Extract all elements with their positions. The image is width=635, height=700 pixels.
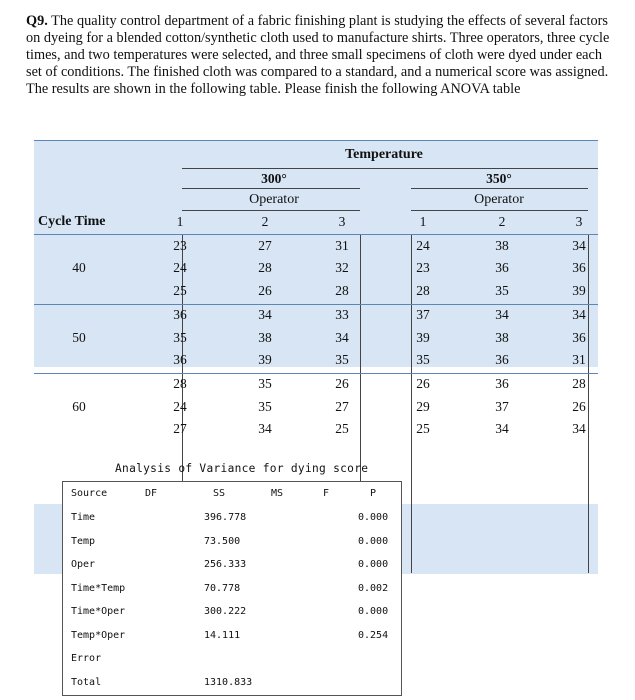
score-cell: 24 — [173, 260, 187, 276]
temp-350-rule — [411, 188, 588, 189]
score-cell: 27 — [335, 398, 349, 414]
score-cell: 33 — [335, 307, 349, 323]
score-cell: 29 — [416, 398, 430, 414]
operator-300-rule — [182, 210, 360, 211]
anova-source: Error — [71, 653, 102, 664]
score-cell: 36 — [495, 352, 509, 367]
score-cell: 36 — [173, 307, 187, 323]
anova-ss: 256.333 — [204, 559, 247, 570]
score-cell: 24 — [173, 398, 187, 414]
score-cell: 35 — [258, 398, 272, 414]
temperature-label: Temperature — [345, 147, 423, 162]
score-cell: 35 — [495, 282, 509, 298]
operator-number: 3 — [338, 214, 346, 229]
score-cell: 34 — [335, 329, 349, 345]
anova-title: Analysis of Variance for dying score — [115, 462, 369, 475]
score-cell: 28 — [416, 282, 430, 298]
score-cell: 27 — [173, 421, 187, 437]
anova-ss: 300.222 — [204, 606, 247, 617]
operator-number: 1 — [419, 214, 427, 229]
score-cell: 34 — [495, 307, 509, 323]
anova-ss: 70.778 — [204, 582, 241, 594]
table-top-rule — [34, 140, 598, 141]
score-cell: 37 — [495, 398, 509, 414]
cycle-time-value: 60 — [72, 398, 86, 414]
score-cell: 38 — [495, 329, 509, 345]
score-cell: 36 — [572, 260, 586, 276]
anova-p: 0.000 — [358, 512, 389, 523]
score-cell: 26 — [572, 398, 586, 414]
score-cell: 25 — [173, 282, 187, 298]
anova-header-p: P — [370, 488, 377, 499]
score-cell: 23 — [173, 238, 187, 253]
anova-header-source: Source — [71, 488, 108, 499]
score-cell: 31 — [572, 352, 586, 367]
anova-ss: 396.778 — [204, 512, 247, 523]
temperature-rule — [182, 168, 598, 169]
anova-table — [62, 481, 402, 696]
anova-ss: 1310.833 — [204, 676, 253, 688]
anova-source: Time — [71, 512, 96, 523]
score-cell: 25 — [416, 421, 430, 437]
score-cell: 25 — [335, 421, 349, 437]
operator-number: 3 — [575, 214, 583, 229]
score-cell: 32 — [335, 260, 349, 276]
anova-p: 0.254 — [358, 629, 389, 641]
anova-source: Oper — [71, 559, 96, 570]
score-cell: 34 — [572, 307, 586, 323]
anova-source: Temp*Oper — [71, 629, 126, 641]
score-cell: 34 — [258, 421, 272, 437]
temp-300-label: 300° — [261, 171, 287, 186]
score-cell: 34 — [495, 421, 509, 437]
anova-p: 0.000 — [358, 559, 389, 570]
question-number: Q9. — [26, 13, 48, 29]
anova-header-ms: MS — [271, 488, 284, 499]
score-cell: 37 — [416, 307, 430, 323]
header-bottom-rule — [34, 234, 598, 235]
operator-number: 2 — [261, 214, 269, 229]
anova-source: Total — [71, 676, 102, 688]
score-cell: 39 — [572, 282, 586, 298]
anova-p: 0.000 — [358, 535, 389, 547]
anova-source: Temp — [71, 535, 96, 547]
score-cell: 35 — [335, 352, 349, 367]
score-cell: 38 — [258, 329, 272, 345]
cycle-time-value: 50 — [72, 329, 86, 345]
score-cell: 34 — [572, 238, 586, 253]
temp-350-label: 350° — [486, 171, 512, 186]
score-cell: 36 — [572, 329, 586, 345]
anova-ss: 73.500 — [204, 535, 241, 547]
score-cell: 39 — [416, 329, 430, 345]
cycle-time-value: 40 — [72, 260, 86, 276]
score-cell: 28 — [173, 376, 187, 392]
score-cell: 28 — [335, 282, 349, 298]
score-cell: 36 — [495, 260, 509, 276]
score-cell: 38 — [495, 238, 509, 253]
score-cell: 35 — [173, 329, 187, 345]
operator-label-300: Operator — [249, 192, 299, 207]
temp-300-rule — [182, 188, 360, 189]
score-cell: 34 — [572, 421, 586, 437]
anova-ss: 14.111 — [204, 629, 241, 641]
operator-number: 1 — [176, 214, 184, 229]
score-cell: 26 — [416, 376, 430, 392]
anova-header-ss: SS — [213, 488, 226, 499]
score-cell: 26 — [335, 376, 349, 392]
group-rule — [34, 304, 598, 305]
anova-p: 0.002 — [358, 582, 389, 594]
anova-header-df: DF — [145, 488, 158, 499]
operator-350-rule — [411, 210, 588, 211]
group-rule — [34, 373, 598, 374]
operator-label-350: Operator — [474, 192, 524, 207]
score-cell: 31 — [335, 238, 349, 253]
score-cell: 27 — [258, 238, 272, 253]
score-cell: 23 — [416, 260, 430, 276]
question-body: The quality control department of a fabric finishing plant is studying the effects of several factors on dyeing for a blended cotton/synthetic cloth used to manufacture shirts. Three operators, three cycle times, and two temperatures were selected, and three small specimens of cloth were dyed under each set of conditions. The finished cloth was compared to a standard, and a numerical score was assigned. The results are shown in the following table. Please finish the following ANOVA table — [26, 13, 610, 97]
cycle-time-label: Cycle Time — [38, 214, 106, 229]
operator-number: 2 — [498, 214, 506, 229]
score-cell: 36 — [173, 352, 187, 367]
score-cell: 24 — [416, 238, 430, 253]
anova-p: 0.000 — [358, 606, 389, 617]
score-cell: 36 — [495, 376, 509, 392]
score-cell: 26 — [258, 282, 272, 298]
anova-source: Time*Temp — [71, 582, 126, 594]
question-text — [26, 13, 616, 98]
anova-header-f: F — [323, 488, 330, 499]
anova-source: Time*Oper — [71, 606, 126, 617]
score-cell: 28 — [258, 260, 272, 276]
score-cell: 34 — [258, 307, 272, 323]
score-cell: 39 — [258, 352, 272, 367]
score-cell: 35 — [416, 352, 430, 367]
score-cell: 28 — [572, 376, 586, 392]
score-cell: 35 — [258, 376, 272, 392]
